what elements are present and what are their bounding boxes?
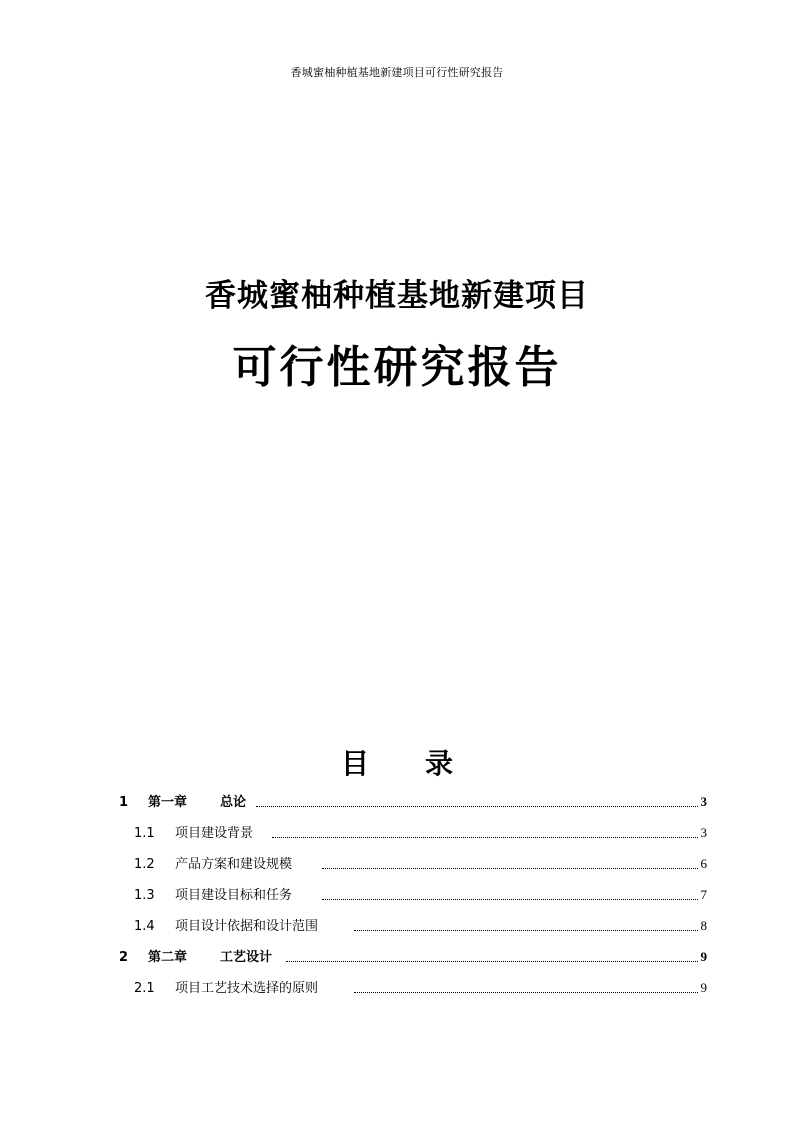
- toc-entry-page: 3: [700, 794, 707, 809]
- toc-entry-chapter-1[interactable]: [0, 788, 794, 812]
- toc-entry-label: 项目设计依据和设计范围: [175, 915, 320, 934]
- toc-leader-dots: [354, 992, 702, 993]
- toc-entry-page: 9: [700, 980, 707, 995]
- toc-entry-page: 3: [700, 825, 707, 840]
- toc-entry-number: 2: [119, 950, 129, 965]
- toc-entry-1-3[interactable]: [0, 881, 794, 905]
- toc-entry-chapter-2[interactable]: [0, 943, 794, 967]
- toc-entry-number: 1: [119, 795, 129, 810]
- toc-leader-dots: [286, 961, 702, 962]
- toc-entry-label: 产品方案和建设规模: [175, 853, 294, 872]
- toc-entry-label: 项目建设目标和任务: [175, 884, 294, 903]
- cover-title-line1: 香城蜜柚种植基地新建项目: [205, 278, 589, 314]
- toc-leader-dots: [322, 868, 702, 869]
- toc-entry-page: 7: [700, 887, 707, 902]
- toc-entry-1-4[interactable]: [0, 912, 794, 936]
- toc-heading-char1: 目: [340, 747, 369, 780]
- toc-entry-number: 1.2: [134, 857, 155, 872]
- toc-entry-number: 2.1: [134, 981, 155, 996]
- toc-entry-1-1[interactable]: [0, 819, 794, 843]
- toc-entry-number: 1.1: [134, 826, 155, 841]
- toc-entry-label: 总论: [220, 791, 248, 810]
- toc-entry-page: 8: [700, 918, 707, 933]
- toc-entry-page: 6: [700, 856, 707, 871]
- toc-leader-dots: [354, 930, 702, 931]
- toc-entry-label: 项目工艺技术选择的原则: [175, 977, 320, 996]
- cover-title-line2: 可行性研究报告: [232, 342, 562, 393]
- toc-leader-dots: [272, 837, 702, 838]
- toc-entry-2-1[interactable]: [0, 974, 794, 998]
- toc-entry-number: 1.4: [134, 919, 155, 934]
- toc-leader-dots: [322, 899, 702, 900]
- toc-entry-label: 项目建设背景: [175, 822, 255, 841]
- toc-entry-1-2[interactable]: [0, 850, 794, 874]
- toc-heading: [0, 742, 794, 782]
- toc-entry-number: 1.3: [134, 888, 155, 903]
- running-header: 香城蜜柚种植基地新建项目可行性研究报告: [290, 66, 504, 79]
- toc-entry-page: 9: [700, 949, 707, 964]
- toc-entry-label: 工艺设计: [220, 946, 274, 965]
- toc-entry-chapter: 第二章: [148, 950, 188, 965]
- toc-heading-char2: 录: [425, 747, 454, 780]
- toc-entry-chapter: 第一章: [148, 795, 188, 810]
- toc-leader-dots: [256, 806, 702, 807]
